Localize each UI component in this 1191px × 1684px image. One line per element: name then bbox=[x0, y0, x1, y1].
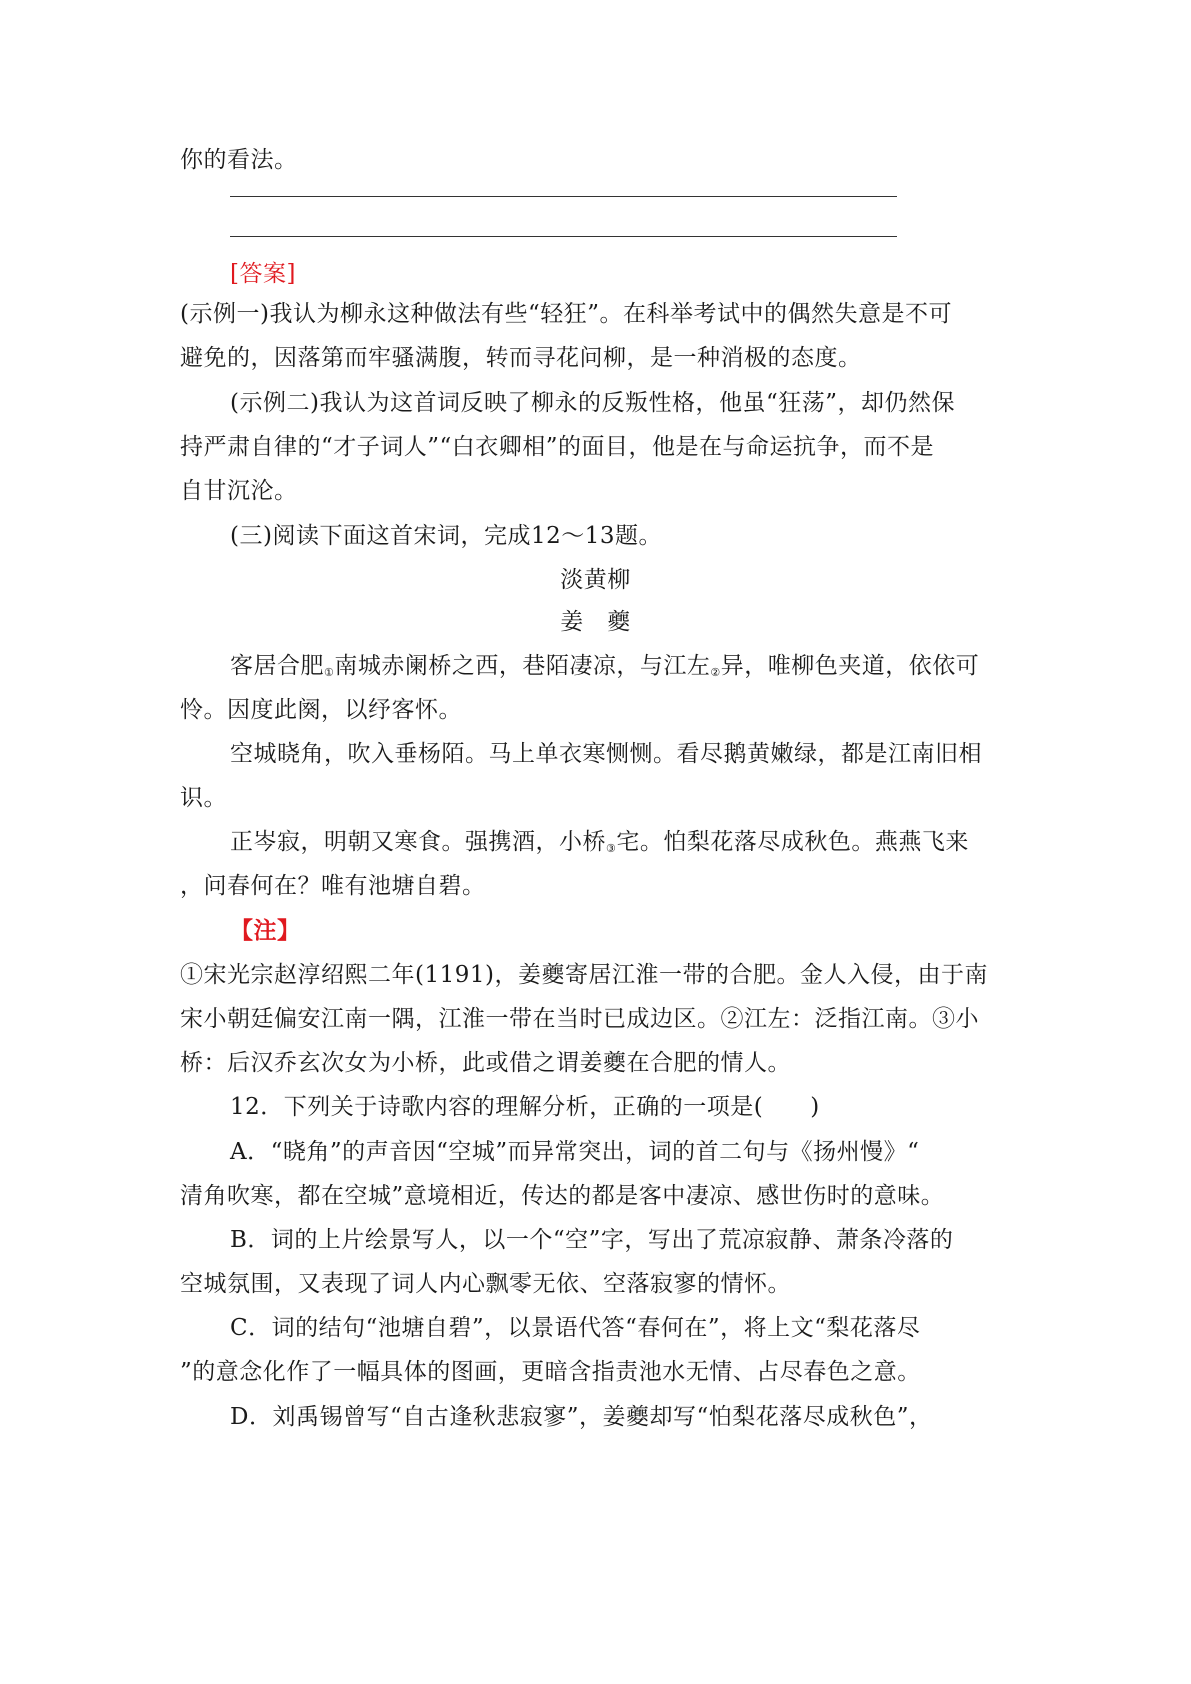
answer-blank-line-2 bbox=[230, 236, 897, 237]
example2-line-3: 自甘沉沦。 bbox=[180, 478, 298, 504]
question12-option-b-line-1: B．词的上片绘景写人，以一个“空”字，写出了荒凉寂静、萧条冷落的 bbox=[230, 1227, 954, 1253]
question12-option-d-line-1: D．刘禹锡曾写“自古逢秋悲寂寥”，姜夔却写“怕梨花落尽成秋色”， bbox=[230, 1404, 933, 1430]
poem-preface-line-2: 怜。因度此阕，以纾客怀。 bbox=[180, 697, 462, 723]
poem-title: 淡黄柳 bbox=[560, 567, 631, 593]
notes-line-3: 桥：后汉乔玄次女为小桥，此或借之谓姜夔在合肥的情人。 bbox=[180, 1050, 791, 1076]
question12-option-a-line-1: A．“晓角”的声音因“空城”而异常突出，词的首二句与《扬州慢》“ bbox=[230, 1139, 920, 1165]
notes-line-1: ①宋光宗赵淳绍熙二年(1191)，姜夔寄居江淮一带的合肥。金人入侵，由于南 bbox=[180, 962, 988, 988]
question12-stem: 12．下列关于诗歌内容的理解分析，正确的一项是( ) bbox=[230, 1094, 820, 1120]
poem-stanza2-line-2: ，问春何在？唯有池塘自碧。 bbox=[180, 873, 486, 899]
poem-preface-line-1: 客居合肥$_①$南城赤阑桥之西，巷陌凄凉，与江左$_②$异，唯柳色夹道，依依可 bbox=[230, 653, 980, 679]
example2-line-2: 持严肃自律的“才子词人”“白衣卿相”的面目，他是在与命运抗争，而不是 bbox=[180, 434, 935, 460]
answer-blank-line-1 bbox=[230, 196, 897, 197]
footnote-mark-1: ① bbox=[324, 666, 335, 679]
question12-option-c-line-2: ”的意念化作了一幅具体的图画，更暗含指责池水无情、占尽春色之意。 bbox=[180, 1359, 921, 1385]
footnote-mark-2: ② bbox=[710, 666, 721, 679]
example2-line-1: (示例二)我认为这首词反映了柳永的反叛性格，他虽“狂荡”，却仍然保 bbox=[230, 390, 955, 416]
notes-line-2: 宋小朝廷偏安江南一隅，江淮一带在当时已成边区。②江左：泛指江南。③小 bbox=[180, 1006, 979, 1032]
poem-stanza2-line-1: 正岑寂，明朝又寒食。强携酒，小桥$_③$宅。怕梨花落尽成秋色。燕燕飞来 bbox=[230, 829, 969, 855]
intro-text: 你的看法。 bbox=[180, 147, 298, 173]
footnote-mark-3: ③ bbox=[606, 842, 617, 855]
question12-option-a-line-2: 清角吹寒，都在空城”意境相近，传达的都是客中凄凉、感世伤时的意味。 bbox=[180, 1183, 945, 1209]
example1-line-1: (示例一)我认为柳永这种做法有些“轻狂”。在科举考试中的偶然失意是不可 bbox=[180, 301, 952, 327]
question12-option-b-line-2: 空城氛围，又表现了词人内心飘零无依、空落寂寥的情怀。 bbox=[180, 1271, 791, 1297]
example1-line-2: 避免的，因落第而牢骚满腹，转而寻花问柳，是一种消极的态度。 bbox=[180, 345, 862, 371]
answer-label: [答案] bbox=[230, 261, 296, 287]
section-heading: (三)阅读下面这首宋词，完成12～13题。 bbox=[230, 523, 662, 549]
question12-option-c-line-1: C．词的结句“池塘自碧”，以景语代答“春何在”，将上文“梨花落尽 bbox=[230, 1315, 921, 1341]
poem-stanza1-line-2: 识。 bbox=[180, 785, 227, 811]
notes-label: 【注】 bbox=[230, 917, 301, 944]
poem-stanza1-line-1: 空城晓角，吹入垂杨陌。马上单衣寒恻恻。看尽鹅黄嫩绿，都是江南旧相 bbox=[230, 741, 982, 767]
poem-author: 姜 夔 bbox=[560, 609, 631, 635]
